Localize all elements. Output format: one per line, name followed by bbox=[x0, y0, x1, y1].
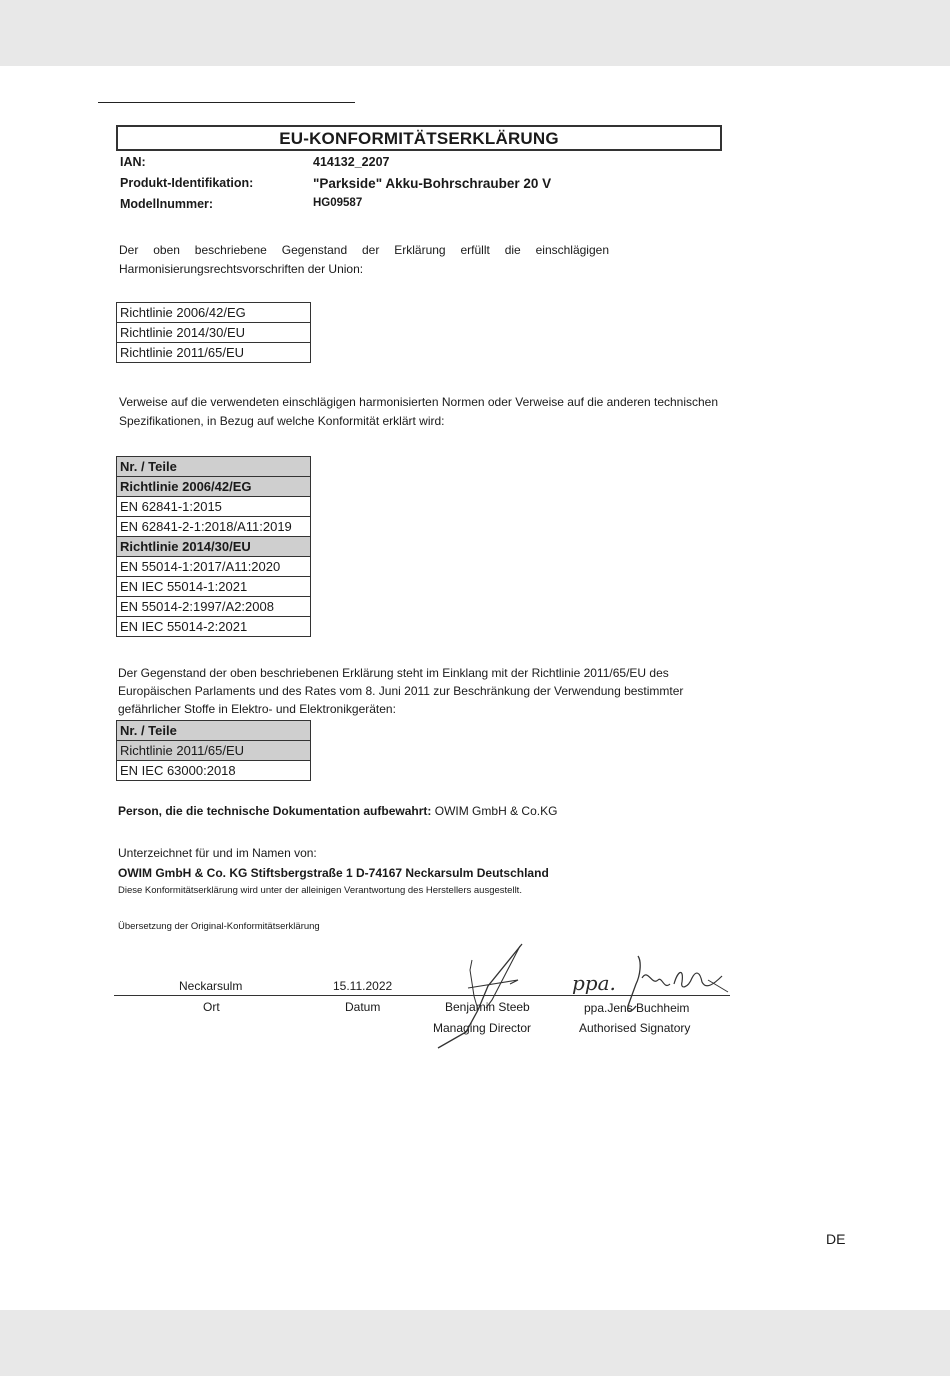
documentation-holder-label: Person, die die technische Dokumentation aufbewahrt: bbox=[118, 804, 432, 818]
standards-table bbox=[116, 456, 311, 637]
table-row: EN 62841-1:2015 bbox=[117, 497, 311, 517]
table-row: EN IEC 55014-2:2021 bbox=[117, 617, 311, 637]
document-page bbox=[0, 66, 950, 1310]
place-label: Ort bbox=[203, 1000, 220, 1014]
document-title: EU-KONFORMITÄTSERKLÄRUNG bbox=[116, 125, 722, 151]
meta-value-model: HG09587 bbox=[313, 197, 363, 209]
responsibility-statement: Diese Konformitätserklärung wird unter der alleinigen Verantwortung des Herstellers ausgestellt. bbox=[118, 885, 522, 896]
page-language: DE bbox=[826, 1231, 846, 1247]
meta-label-model: Modellnummer: bbox=[120, 197, 214, 211]
directive-cell: Richtlinie 2011/65/EU bbox=[117, 343, 311, 363]
table-header: Nr. / Teile bbox=[117, 457, 311, 477]
signature-date: 15.11.2022 bbox=[333, 979, 393, 993]
signer2-role: Authorised Signatory bbox=[579, 1021, 691, 1035]
table-group-header: Richtlinie 2011/65/EU bbox=[117, 741, 311, 761]
rohs-table bbox=[116, 720, 311, 781]
date-label: Datum bbox=[345, 1000, 381, 1014]
signer1-role: Managing Director bbox=[433, 1021, 532, 1035]
meta-label-product: Produkt-Identifikation: bbox=[120, 176, 254, 190]
rohs-paragraph: Der Gegenstand der oben beschriebenen Erklärung steht im Einklang mit der Richtlinie 2011/65/EU des Europäischen Parlaments und des Rates vom 8. Juni 2011 zur Beschränkung der Verwendung bestimmter gefährlicher Stoffe in Elektro- und Elektronikgeräten: bbox=[118, 666, 684, 716]
signer2-name: ppa.Jens Buchheim bbox=[584, 1001, 690, 1015]
signed-for-label: Unterzeichnet für und im Namen von: bbox=[118, 846, 317, 860]
meta-label-ian: IAN: bbox=[120, 155, 146, 169]
standards-intro-paragraph: Verweise auf die verwendeten einschlägigen harmonisierten Normen oder Verweise auf die anderen technischen Spezifikationen, in Bezug auf welche Konformität erklärt wird: bbox=[119, 395, 719, 428]
documentation-holder bbox=[118, 804, 557, 818]
meta-value-ian: 414132_2207 bbox=[313, 155, 390, 169]
table-row: EN 55014-2:1997/A2:2008 bbox=[117, 597, 311, 617]
handwritten-ppa: ppa. bbox=[572, 971, 616, 995]
handwritten-signature-2 bbox=[618, 950, 730, 1020]
table-row: EN IEC 55014-1:2021 bbox=[117, 577, 311, 597]
documentation-holder-value: OWIM GmbH & Co.KG bbox=[434, 804, 558, 818]
signature-place: Neckarsulm bbox=[179, 979, 243, 993]
top-rule bbox=[98, 102, 355, 103]
table-header: Nr. / Teile bbox=[117, 721, 311, 741]
directive-cell: Richtlinie 2014/30/EU bbox=[117, 323, 311, 343]
table-row: EN IEC 63000:2018 bbox=[117, 761, 311, 781]
translation-note: Übersetzung der Original-Konformitätserklärung bbox=[118, 921, 320, 932]
table-group-header: Richtlinie 2014/30/EU bbox=[117, 537, 311, 557]
table-group-header: Richtlinie 2006/42/EG bbox=[117, 477, 311, 497]
table-row: EN 62841-2-1:2018/A11:2019 bbox=[117, 517, 311, 537]
handwritten-signature-1 bbox=[428, 940, 528, 1052]
meta-value-product: "Parkside" Akku-Bohrschrauber 20 V bbox=[313, 176, 552, 191]
table-row: EN 55014-1:2017/A11:2020 bbox=[117, 557, 311, 577]
directives-table bbox=[116, 302, 311, 363]
company-address: OWIM GmbH & Co. KG Stiftsbergstraße 1 D-74167 Neckarsulm Deutschland bbox=[118, 866, 549, 880]
signer1-name: Benjamin Steeb bbox=[445, 1000, 530, 1014]
directive-cell: Richtlinie 2006/42/EG bbox=[117, 303, 311, 323]
intro-paragraph: Der oben beschriebene Gegenstand der Erklärung erfüllt die einschlägigen Harmonisierungsrechtsvorschriften der Union: bbox=[119, 243, 609, 276]
